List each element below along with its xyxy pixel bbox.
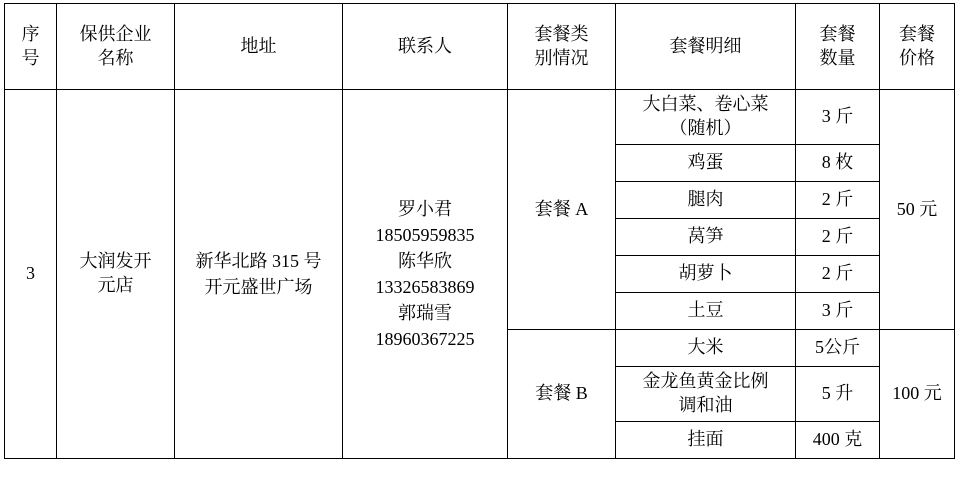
cell-package-detail: 腿肉 — [616, 182, 796, 219]
cell-package-type-a: 套餐 A — [508, 90, 616, 330]
cell-package-qty: 2 斤 — [796, 219, 880, 256]
cell-package-detail: 胡萝卜 — [616, 256, 796, 293]
cell-package-qty: 5公斤 — [796, 330, 880, 367]
cell-package-qty: 3 斤 — [796, 293, 880, 330]
cell-seq: 3 — [5, 90, 57, 459]
column-header-contact: 联系人 — [343, 4, 508, 90]
supply-package-table — [4, 3, 955, 459]
column-header-address: 地址 — [175, 4, 343, 90]
column-header-package-price: 套餐 价格 — [880, 4, 955, 90]
column-header-package-detail: 套餐明细 — [616, 4, 796, 90]
cell-package-price-a: 50 元 — [880, 90, 955, 330]
cell-package-qty: 2 斤 — [796, 256, 880, 293]
table-header — [5, 4, 955, 90]
document-page — [0, 3, 958, 486]
column-header-package-type: 套餐类 别情况 — [508, 4, 616, 90]
column-header-company: 保供企业 名称 — [57, 4, 175, 90]
header-row — [5, 4, 955, 90]
column-header-package-qty: 套餐 数量 — [796, 4, 880, 90]
table-row — [5, 90, 955, 145]
cell-package-detail: 土豆 — [616, 293, 796, 330]
cell-package-qty: 8 枚 — [796, 145, 880, 182]
cell-package-qty: 3 斤 — [796, 90, 880, 145]
cell-package-type-b: 套餐 B — [508, 330, 616, 459]
cell-package-detail: 鸡蛋 — [616, 145, 796, 182]
cell-package-detail: 金龙鱼黄金比例 调和油 — [616, 367, 796, 422]
table-body — [5, 90, 955, 459]
cell-package-qty: 5 升 — [796, 367, 880, 422]
cell-package-qty: 400 克 — [796, 422, 880, 459]
cell-package-detail: 挂面 — [616, 422, 796, 459]
cell-package-detail: 大米 — [616, 330, 796, 367]
cell-package-detail: 大白菜、卷心菜 （随机） — [616, 90, 796, 145]
cell-address: 新华北路 315 号 开元盛世广场 — [175, 90, 343, 459]
cell-contact: 罗小君 18505959835 陈华欣 13326583869 郭瑞雪 18960367225 — [343, 90, 508, 459]
column-header-seq: 序 号 — [5, 4, 57, 90]
cell-package-price-b: 100 元 — [880, 330, 955, 459]
cell-company: 大润发开 元店 — [57, 90, 175, 459]
cell-package-detail: 莴笋 — [616, 219, 796, 256]
cell-package-qty: 2 斤 — [796, 182, 880, 219]
